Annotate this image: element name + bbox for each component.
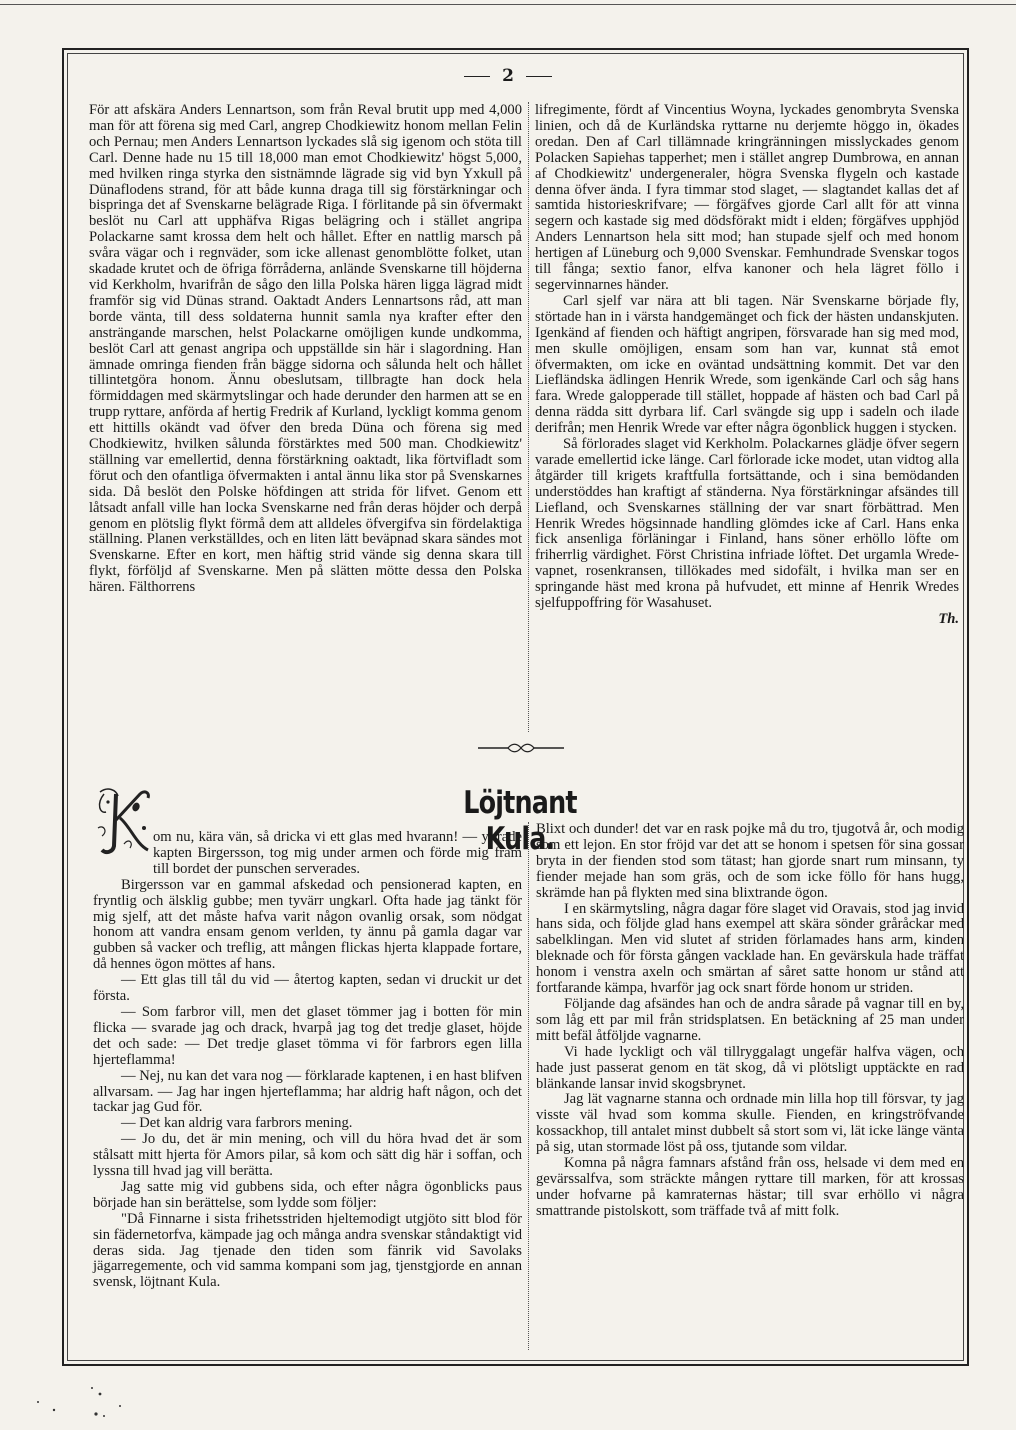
article2-column-left: [93, 830, 522, 1291]
author-signature: Th.: [938, 611, 959, 627]
print-specks: [30, 1380, 140, 1420]
article1-column-left: [89, 103, 522, 596]
paragraph: — Ett glas till tål du vid — återtog kapten, sedan vi druckit ur det första.: [93, 972, 522, 1005]
article1-column-right: [535, 103, 959, 628]
paragraph: Följande dag afsändes han och de andra sårade på vagnar till en by, som låg ett par mil från stridsplatsen. En betäckning af 25 man under mitt befäl åtföljde vagnarne.: [536, 995, 964, 1044]
paragraph: lifregimente, fördt af Vincentius Woyna, lyckades genombryta Svenska linien, och då de Kurländska ryttarne nu derjemte höggo in, ökades oredan. Den af Carl tillämnade kringränningen misslyckades genom Polacken Sapiehas tapperhet; men i stället angrep Dumbrowa, en annan af Chodkiewitz' undergeneraler, högra Svenska flygeln och kastade denna öfver ända. I fyra timmar stod slaget, — slagtandet kallas det af samtida historieskrifvare; — förgäfves gjorde Carl allt för att vinna segern och kastade sig med dödsförakt midt i elden; förgäfves upphjöd Anders Lennartson hela sitt mod; han stupade sjelf och med honom hertigen af Lüneburg och 9,000 Svenskar. Femhundrade Svenskar togos till fånga; sextio fanor, elfva kanoner och hela lägret föllo i segervinnarnes händer.: [535, 102, 959, 293]
paragraph: Birgersson var en gammal afskedad och pensionerad kapten, en fryntlig och älsklig gubbe; men tyvärr ungkarl. Ofta hade jag tänkt för mig sjelf, att det måste hafva varit någon ovanlig orsak, som nödgat honom att vandra ensam genom verlden, ty ännu på gamla dagar var gubben så vacker och treflig, att mången flickas hjerta klappade fortare, då hennes ögon möttes af hans.: [93, 876, 522, 973]
paragraph: om nu, kära vän, så dricka vi ett glas med hvarann! — yttrade kapten Birgersson, tog mig under armen och förde mig fram till bordet der punschen serverades.: [153, 829, 522, 877]
paragraph: Carl sjelf var nära att bli tagen. När Svenskarne började fly, störtade han in i värsta handgemänget och fick der hästen undanskjuten. Igenkänd af fienden och häftigt angripen, försvarade han sig med mod, men skulle omöjligen, ensam som han var, kunnat stå emot öfvermakten, om icke en oväntad undsättning kommit. Det var den Liefländska ädlingen Henrik Wrede, som igenkände Carl och såg hans fara. Wrede galopperade till stället, hoppade af hästen och bad Carl på denna rädda sitt dyrbara lif. Carl svängde sig upp i sadeln och ilade derifrån; men Henrik Wrede var efter några ögonblick huggen i stycken.: [535, 292, 959, 437]
paragraph: I en skärmytsling, några dagar före slaget vid Oravais, stod jag invid hans sida, och följde glad hans exempel att skära sönder gråråckar med sabelklingan. Men vid slutet af striden förlamades hans arm, kinden bleknade och för första gången vacklade han. En gevärskula hade träffat honom i venstra axeln och smärtan af såret satte honom ur stånd att fortfarande kämpa, hvarför jag ock snart förde honom ur striden.: [536, 900, 965, 997]
article-title: Löjtnant Kula.: [463, 785, 577, 857]
paragraph: Så förlorades slaget vid Kerkholm. Polackarnes glädje öfver segern varade emellertid icke länge. Carl förlorade icke modet, utan vidtog alla åtgärder till krigets kraftfulla fortsättande, och i sina bemödanden understöddes han kraftigt af ständerna. Nya förstärkningar afsändes till Liefland, och Svenskarnes ställning der var snart förbättrad. Men Henrik Wredes högsinnade handling glömdes icke af Carl. Hans enka fick ansenliga förläningar i Finland, hans söner erhöllo löfte om friherrlig värdighet. Först Christina infriade löftet. Det urgamla Wrede-vapnet, rosenkransen, tillökades med sidofält, i hvilka man ser en springande häst med krona på hufvudet, ett minne af Henrik Wredes sjelfuppoffring för Wasahuset.: [535, 436, 959, 612]
paragraph: Jag satte mig vid gubbens sida, och efter några ögonblicks paus började han sin berättelse, som lydde som följer:: [93, 1178, 522, 1211]
paragraph: "Då Finnarne i sista frihetsstriden hjeltemodigt utgjöto sitt blod för sin fädernetorfva, kämpade jag och många andra svenskar ståndaktigt vid deras sida. Jag tjenade den tiden som fänrik vid Savolaks jägarregemente, och vid samma kompani som jag, tjenstgjorde en annan svensk, löjtnant Kula.: [93, 1210, 522, 1291]
paragraph: Jag lät vagnarne stanna och ordnade min lilla hop till försvar, ty jag visste väl hvad som komma skulle. Fienden, en kringströfvande kossackhop, till antalet minst dubbelt så stort som vi, lät icke länge vänta på sig, utan stormade löst på oss, tjutande som vildar.: [536, 1091, 964, 1156]
column-divider: [528, 102, 529, 732]
paragraph: — Som farbror vill, men det glaset tömmer jag i botten för min flicka — svarade jag och drack, hvarpå jag tog det tredje glaset, höjde det och sade: — Det tredje glaset tömma vi för farbrors egen lilla hjerteflamma!: [93, 1003, 522, 1068]
paragraph: Komna på några famnars afstånd från oss, helsade vi dem med en gevärssalfva, som sträckte mången ryttare till marken, för att krossas under hofvarne på kamraternas hästar; till svar erhöllo vi några smattrande pistolskott, som träffade två af mitt folk.: [536, 1155, 964, 1219]
paragraph: — Det kan aldrig vara farbrors mening.: [121, 1115, 353, 1132]
top-edge-line: [0, 0, 1016, 5]
column-divider: [528, 822, 529, 1350]
paragraph: Vi hade lyckligt och väl tillryggalagt ungefär halfva vägen, och hade just passerat genom en tät skog, då vi plötsligt upptäckte en rad blänkande lansar invid skogsbrynet.: [536, 1043, 964, 1092]
paragraph: Blixt och dunder! det var en rask pojke må du tro, tjugotvå år, och modig som ett lejon. En stor fröjd var det att se honom i spetsen för sina gossar bryta in der fienden stod som tätast; han gjorde snart rum minsann, ty fiender mejade han som gräs, och de som icke föllo för hans hugg, skrämde han på flykten med sina blixtrande ögon.: [536, 821, 964, 901]
paragraph: För att afskära Anders Lennartson, som från Reval brutit upp med 4,000 man för att förena sig med Carl, angrep Chodkiewitz honom mellan Felin och Pernau; men Anders Lennartson lyckades slå sig igenom och stöta till Carl. Denne hade nu 15 till 18,000 man emot Chodkiewitz' högst 5,000, med hvilken ringa styrka den sistnämnde lägrade sig vid byn Yxkull på Dünaflodens strand, för att både kunna draga till sig förstärkningar och bispringa det af Svenskarne belägrade Riga. I förlitande på sin öfvermakt beslöt nu Carl att upphäfva Rigas belägring och i stället angripa Polackarne samt krossa dem helt och hållet. Efter en nattlig marsch på svåra vägar och i regnväder, som icke allenast genomblötte folket, utan skadade krutet och de öfriga förråderna, anlände Svenskarne till höjderna vid Kerkholm, hvarifrån de sågo den lilla Polska hären ligga lägrad midt framför sig vid Dünas strand. Oaktadt Anders Lennartsons råd, att man borde vänta, till dess soldaterna hunnit samla nya krafter efter den ansträngande marschen, helst Polackarne omöjligen kunde undkomma, beslöt Carl att genast angripa och uppställde sin här i slagordning. Han ämnade omringa fienden från bägge sidorna och sålunda helt och hållet tillintetgöra honom. Ännu obeslutsam, tillbragte han dock hela förmiddagen med skärmytslingar och hade derunder den harmen att se en trupp ryttare, anförda af hertig Fredrik af Kurland, lyckligt komma genom ett hittills okändt vad öfver den breda Düna och förena sig med Chodkiewitz, hvilken sålunda förstärktes med 500 man. Chodkiewitz' ställning var emellertid, denna förstärkning oaktadt, lika förtvifladt som förut och den ofantliga öfvermakten i antal ännu lika stor på Svenskarnes sida. Då beslöt den Polske höfdingen att strida för lifvet. Genom ett låtsadt anfall ville han locka Svenskarne ned från deras höjder och derpå genom en plötslig flykt förmå dem att alldeles öfvergifva sin fördelaktiga ställning. Planen verkställdes, och en liten lätt beväpnad skara sändes mot Svenskarne. Efter en kort, men häftig strid vände sig denna skara till flykt, förföljd af Svenskarne. Men på slätten mötte dessa den Polska hären. Fälthorrens: [89, 102, 522, 596]
paragraph: — Nej, nu kan det vara nog — förklarade kaptenen, i en hast blifven allvarsam. — Jag har ingen hjerteflamma; har aldrig haft någon, och det tackar jag Gud för.: [93, 1067, 522, 1116]
paragraph: — Jo du, det är min mening, och vill du höra hvad det är som stålsatt mitt hjerta för Amors pilar, så kom och sätt dig här i soffan, och lyssna till hvad jag vill berätta.: [93, 1131, 522, 1180]
article2-column-right: [536, 822, 964, 1220]
ornamental-divider: [478, 742, 564, 754]
page-number: 2: [0, 66, 1016, 86]
